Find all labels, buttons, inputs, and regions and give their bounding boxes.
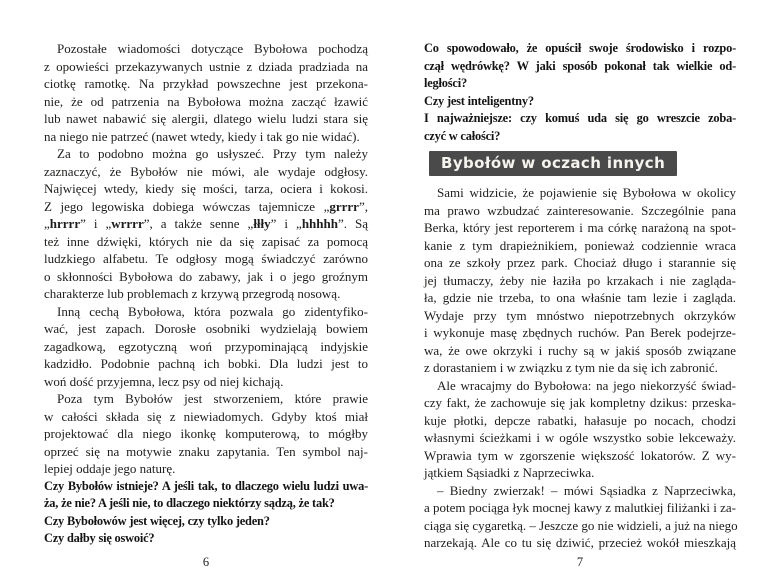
paragraph xyxy=(44,390,368,478)
text-line: ła, gdzie nie trzeba, to ona właśnie tam lezie i zagląda. xyxy=(424,290,736,305)
paragraph xyxy=(44,145,368,303)
text-line: lub nawet nabawić się alergii, dlatego wielu ludzi stara się xyxy=(44,111,368,126)
text-line: czął wędrówkę? W jaki sposób pokonał tak wielkie od- xyxy=(424,58,736,73)
paragraph xyxy=(424,377,736,482)
text-line: zagadkową, egzotyczną woń przypominającą indyjskie xyxy=(44,338,368,354)
text-line: narzekają. Ale co tu się dziwić, przecież wokół mieszkają xyxy=(424,535,736,550)
text-line: kadzidło. Podobnie pachną ich bobki. Dla ludzi jest to xyxy=(44,356,368,371)
text-line: lepiej oddaje jego naturę. xyxy=(44,461,176,476)
text-line: Wprawia tym w zgorszenie większość lokatorów. Z wy- xyxy=(424,447,736,463)
text-line: projektować dla niego ikonkę komputerową, to mógłby xyxy=(44,426,368,441)
text-line: nie, że od patrzenia na Bybołowa można zacząć łzawić xyxy=(44,93,368,109)
chapter-heading-banner: Bybołów w oczach innych xyxy=(429,151,677,176)
text-line: Za to podobno można go usłyszeć. Przy tym należy xyxy=(57,146,368,161)
text-line: charakterze lub problemach z krzywą przegrodą nosową. xyxy=(44,286,341,301)
text-line: – Biedny zwierzak! – mówi Sąsiadka z Naprzeciwka, xyxy=(437,482,736,498)
text-line: i wykonuje masę zbędnych ruchów. Pan Berek podejrze- xyxy=(424,325,736,340)
text-line: kuje płotki, depcze rabatki, hałasuje po nocach, chodzi xyxy=(424,412,736,428)
text-line: ża, że nie? A jeśli nie, to dlaczego niektórzy sądzą, że tak? xyxy=(44,496,335,510)
text-line: Co spowodowało, że opuścił swoje środowisko i rozpo- xyxy=(424,41,736,55)
left-text-column xyxy=(44,40,368,548)
text-line: z opowieści przekazywanych ustnie z dziada pradziada na xyxy=(44,58,368,74)
text-line: kanie z tym drapieżnikiem, ponieważ codziennie wraca xyxy=(424,237,736,253)
text-line: ona ze szkoły przez park. Chociaż długo i starannie się xyxy=(424,255,736,270)
question-paragraph xyxy=(44,478,368,513)
text-line: wa, że owe okrzyki i ruchy są w jakiś sposób związane xyxy=(424,342,736,358)
text-line: I najważniejsze: czy komuś uda się go wreszcie zoba- xyxy=(424,111,736,125)
text-line: też inne dźwięki, których nie da się zapisać za pomocą xyxy=(44,233,368,249)
text-line: ludzkiego alfabetu. Te odgłosy mogą świadczyć zarówno xyxy=(44,251,368,266)
text-line: jątkiem Sąsiadki z Naprzeciwka. xyxy=(424,465,595,480)
question-paragraph xyxy=(424,110,736,145)
text-line: ma prawo wzbudzać zainteresowanie. Szczególnie pana xyxy=(424,202,736,218)
text-line: jej tłumaczy, żeby nie łaziła po krzakach i nie zagląda- xyxy=(424,272,736,288)
paragraph xyxy=(44,40,368,145)
text-line: ciotkę ramotkę. Na przykład powszechne jest przekona- xyxy=(44,76,368,91)
text-line: Ale wracajmy do Bybołowa: na jego niekorzyść świad- xyxy=(437,377,736,393)
text-line: wać, jest zapach. Dorosłe osobniki wydzielają bowiem xyxy=(44,321,368,336)
text-line: własnymi ścieżkami i w ogóle wszystko sobie lekceważy. xyxy=(424,430,736,445)
text-line: Wydaje przy tym mnóstwo niepotrzebnych okrzyków xyxy=(424,307,736,323)
text-line: a potem pociąga łyk mocnej kawy z malutkiej filiżanki i za- xyxy=(424,500,736,515)
text-line: Sami widzicie, że pojawienie się Bybołowa w okolicy xyxy=(437,185,736,200)
text-line: Najwięcej wtedy, kiedy się mości, tarza, ociera i kokosi. xyxy=(44,181,368,196)
text-line: o skłonności Bybołowa do zabawy, jak i o jego groźnym xyxy=(44,268,368,284)
text-line: Czy Bybołów istnieje? A jeśli tak, to dlaczego wielu ludzi uwa- xyxy=(44,478,368,493)
text-line: ciąga się cygaretką. – Jeszcze go nie widzieli, a już na niego xyxy=(424,517,738,533)
text-line: Pozostałe wiadomości dotyczące Bybołowa pochodzą xyxy=(57,41,368,56)
text-line: Berka, który jest reporterem i ma córkę narażoną na spot- xyxy=(424,220,736,235)
text-line: na niego nie patrzeć (nawet wtedy, kiedy i tak go nie widać). xyxy=(44,128,360,144)
paragraph xyxy=(424,482,736,552)
page-number-right: 7 xyxy=(576,555,584,569)
question-paragraph xyxy=(424,40,736,93)
right-text-column xyxy=(424,40,736,552)
text-line: czy fakt, że zachowuje się jak kompletny dzikus: przeska- xyxy=(424,395,736,410)
text-line: Czy jest inteligentny? xyxy=(424,93,534,108)
text-line: czyć w całości? xyxy=(424,128,501,143)
paragraph xyxy=(424,184,736,377)
text-line: Czy Bybołowów jest więcej, czy tylko jeden? xyxy=(44,513,270,528)
page-number-left: 6 xyxy=(202,555,210,569)
text-line: Czy dałby się oswoić? xyxy=(44,531,155,545)
question-paragraph xyxy=(44,513,368,531)
paragraph xyxy=(44,303,368,391)
text-line: Poza tym Bybołów jest stworzeniem, które prawie xyxy=(57,391,368,406)
question-paragraph xyxy=(424,93,736,111)
text-line: w całości składa się z niewiadomych. Gdyby ktoś miał xyxy=(44,408,368,424)
question-paragraph xyxy=(44,530,368,548)
text-line: Z jego legowiska dobiega wówczas tajemnicze „grrrr”, xyxy=(44,198,368,214)
text-line: „hrrrr” i „wrrrr”, a także senne „łłły” i „hhhhh”. Są xyxy=(44,216,368,231)
text-line: woń dość przyjemna, lecz psy od niej kichają. xyxy=(44,373,284,389)
chapter-heading xyxy=(424,151,736,176)
text-line: oprzeć się na motywie znaku zapytania. Ten symbol naj- xyxy=(44,443,368,459)
text-line: ległości? xyxy=(424,76,467,90)
text-line: zaznaczyć, że Bybołów nie mówi, ale wydaje odgłosy. xyxy=(44,163,368,179)
text-line: Inną cechą Bybołowa, która pozwala go zidentyfiko- xyxy=(57,303,368,319)
text-line: z dorastaniem i w związku z tym nie da się ich zabronić. xyxy=(424,360,718,375)
page-right xyxy=(380,0,760,588)
